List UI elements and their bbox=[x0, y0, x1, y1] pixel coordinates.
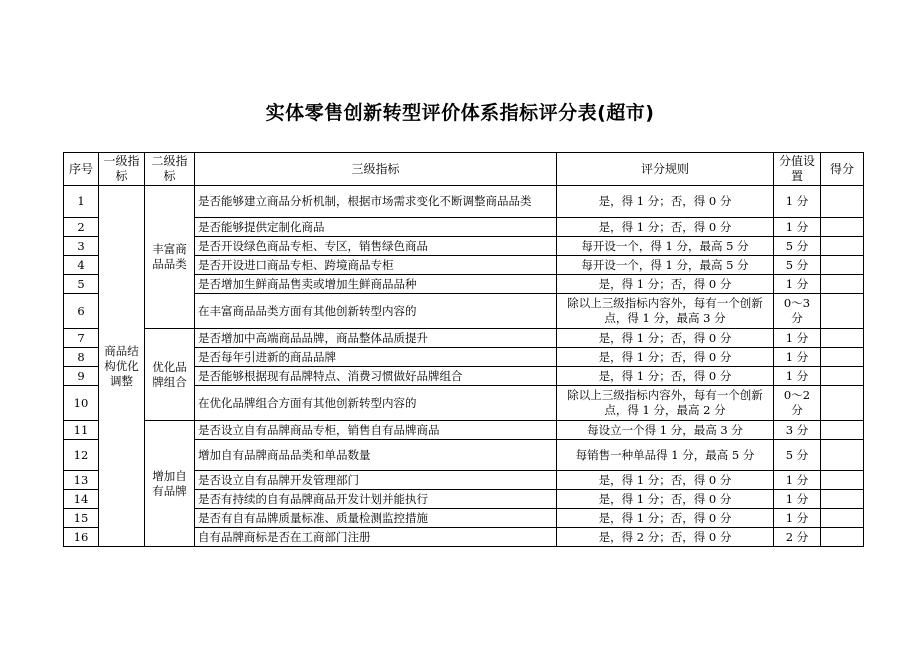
level3-indicator: 是否设立自有品牌开发管理部门 bbox=[195, 471, 557, 490]
level3-indicator: 是否设立自有品牌商品专柜，销售自有品牌商品 bbox=[195, 421, 557, 440]
table-row bbox=[64, 421, 864, 440]
level3-indicator: 是否开设绿色商品专柜、专区，销售绿色商品 bbox=[195, 237, 557, 256]
table-header-row bbox=[64, 153, 864, 186]
row-number: 15 bbox=[64, 509, 99, 528]
scoring-rule: 每设立一个得 1 分，最高 3 分 bbox=[557, 421, 774, 440]
header-level3: 三级指标 bbox=[195, 153, 557, 186]
scoring-rule: 是，得 1 分；否，得 0 分 bbox=[557, 367, 774, 386]
scoring-rule: 是，得 1 分；否，得 0 分 bbox=[557, 348, 774, 367]
level3-indicator: 是否有持续的自有品牌商品开发计划并能执行 bbox=[195, 490, 557, 509]
scoring-rule: 是，得 2 分；否，得 0 分 bbox=[557, 528, 774, 547]
points-value: 1 分 bbox=[774, 348, 821, 367]
level3-indicator: 是否能够提供定制化商品 bbox=[195, 218, 557, 237]
row-number: 8 bbox=[64, 348, 99, 367]
row-number: 14 bbox=[64, 490, 99, 509]
level3-indicator: 是否开设进口商品专柜、跨境商品专柜 bbox=[195, 256, 557, 275]
points-value: 5 分 bbox=[774, 237, 821, 256]
row-number: 5 bbox=[64, 275, 99, 294]
score-cell[interactable] bbox=[821, 218, 864, 237]
row-number: 11 bbox=[64, 421, 99, 440]
row-number: 9 bbox=[64, 367, 99, 386]
level3-indicator: 是否每年引进新的商品品牌 bbox=[195, 348, 557, 367]
points-value: 1 分 bbox=[774, 490, 821, 509]
points-value: 1 分 bbox=[774, 509, 821, 528]
level3-indicator: 在优化品牌组合方面有其他创新转型内容的 bbox=[195, 386, 557, 421]
score-cell[interactable] bbox=[821, 237, 864, 256]
score-cell[interactable] bbox=[821, 275, 864, 294]
points-value: 1 分 bbox=[774, 218, 821, 237]
points-value: 2 分 bbox=[774, 528, 821, 547]
row-number: 6 bbox=[64, 294, 99, 329]
row-number: 10 bbox=[64, 386, 99, 421]
score-cell[interactable] bbox=[821, 367, 864, 386]
row-number: 3 bbox=[64, 237, 99, 256]
level1-indicator: 商品结构优化调整 bbox=[99, 186, 145, 547]
score-cell[interactable] bbox=[821, 256, 864, 275]
table-row bbox=[64, 186, 864, 218]
scoring-rule: 是，得 1 分；否，得 0 分 bbox=[557, 509, 774, 528]
scoring-rule: 是，得 1 分；否，得 0 分 bbox=[557, 186, 774, 218]
scoring-rule: 除以上三级指标内容外，每有一个创新点，得 1 分，最高 2 分 bbox=[557, 386, 774, 421]
scoring-rule: 除以上三级指标内容外，每有一个创新点，得 1 分，最高 3 分 bbox=[557, 294, 774, 329]
level2-indicator: 丰富商品品类 bbox=[145, 186, 195, 329]
row-number: 2 bbox=[64, 218, 99, 237]
score-cell[interactable] bbox=[821, 421, 864, 440]
header-level1: 一级指标 bbox=[99, 153, 145, 186]
row-number: 1 bbox=[64, 186, 99, 218]
points-value: 0～3 分 bbox=[774, 294, 821, 329]
page-title: 实体零售创新转型评价体系指标评分表(超市) bbox=[265, 102, 655, 124]
scoring-rule: 每开设一个，得 1 分，最高 5 分 bbox=[557, 237, 774, 256]
points-value: 5 分 bbox=[774, 440, 821, 471]
points-value: 1 分 bbox=[774, 471, 821, 490]
scoring-rule: 每销售一种单品得 1 分，最高 5 分 bbox=[557, 440, 774, 471]
scoring-rule: 是，得 1 分；否，得 0 分 bbox=[557, 218, 774, 237]
level3-indicator: 是否有自有品牌质量标准、质量检测监控措施 bbox=[195, 509, 557, 528]
level3-indicator: 是否能够建立商品分析机制，根据市场需求变化不断调整商品品类 bbox=[195, 186, 557, 218]
points-value: 1 分 bbox=[774, 275, 821, 294]
scoring-rule: 是，得 1 分；否，得 0 分 bbox=[557, 329, 774, 348]
score-cell[interactable] bbox=[821, 294, 864, 329]
score-cell[interactable] bbox=[821, 329, 864, 348]
score-cell[interactable] bbox=[821, 471, 864, 490]
header-level2: 二级指标 bbox=[145, 153, 195, 186]
score-cell[interactable] bbox=[821, 186, 864, 218]
row-number: 16 bbox=[64, 528, 99, 547]
points-value: 5 分 bbox=[774, 256, 821, 275]
points-value: 1 分 bbox=[774, 367, 821, 386]
scoring-rule: 是，得 1 分；否，得 0 分 bbox=[557, 490, 774, 509]
header-seq: 序号 bbox=[64, 153, 99, 186]
level3-indicator: 增加自有品牌商品品类和单品数量 bbox=[195, 440, 557, 471]
header-rule: 评分规则 bbox=[557, 153, 774, 186]
score-cell[interactable] bbox=[821, 509, 864, 528]
score-cell[interactable] bbox=[821, 528, 864, 547]
points-value: 1 分 bbox=[774, 329, 821, 348]
row-number: 12 bbox=[64, 440, 99, 471]
score-cell[interactable] bbox=[821, 386, 864, 421]
row-number: 13 bbox=[64, 471, 99, 490]
scoring-rule: 是，得 1 分；否，得 0 分 bbox=[557, 275, 774, 294]
scoring-rule: 每开设一个，得 1 分，最高 5 分 bbox=[557, 256, 774, 275]
row-number: 4 bbox=[64, 256, 99, 275]
header-points: 分值设置 bbox=[774, 153, 821, 186]
level2-indicator: 优化品牌组合 bbox=[145, 329, 195, 421]
level3-indicator: 是否增加生鲜商品售卖或增加生鲜商品品种 bbox=[195, 275, 557, 294]
evaluation-table bbox=[63, 152, 864, 547]
score-cell[interactable] bbox=[821, 348, 864, 367]
level2-indicator: 增加自有品牌 bbox=[145, 421, 195, 547]
score-cell[interactable] bbox=[821, 490, 864, 509]
level3-indicator: 在丰富商品品类方面有其他创新转型内容的 bbox=[195, 294, 557, 329]
score-cell[interactable] bbox=[821, 440, 864, 471]
points-value: 1 分 bbox=[774, 186, 821, 218]
row-number: 7 bbox=[64, 329, 99, 348]
points-value: 0～2 分 bbox=[774, 386, 821, 421]
header-score: 得分 bbox=[821, 153, 864, 186]
table-row bbox=[64, 329, 864, 348]
points-value: 3 分 bbox=[774, 421, 821, 440]
level3-indicator: 自有品牌商标是否在工商部门注册 bbox=[195, 528, 557, 547]
scoring-rule: 是，得 1 分；否，得 0 分 bbox=[557, 471, 774, 490]
level3-indicator: 是否能够根据现有品牌特点、消费习惯做好品牌组合 bbox=[195, 367, 557, 386]
level3-indicator: 是否增加中高端商品品牌，商品整体品质提升 bbox=[195, 329, 557, 348]
